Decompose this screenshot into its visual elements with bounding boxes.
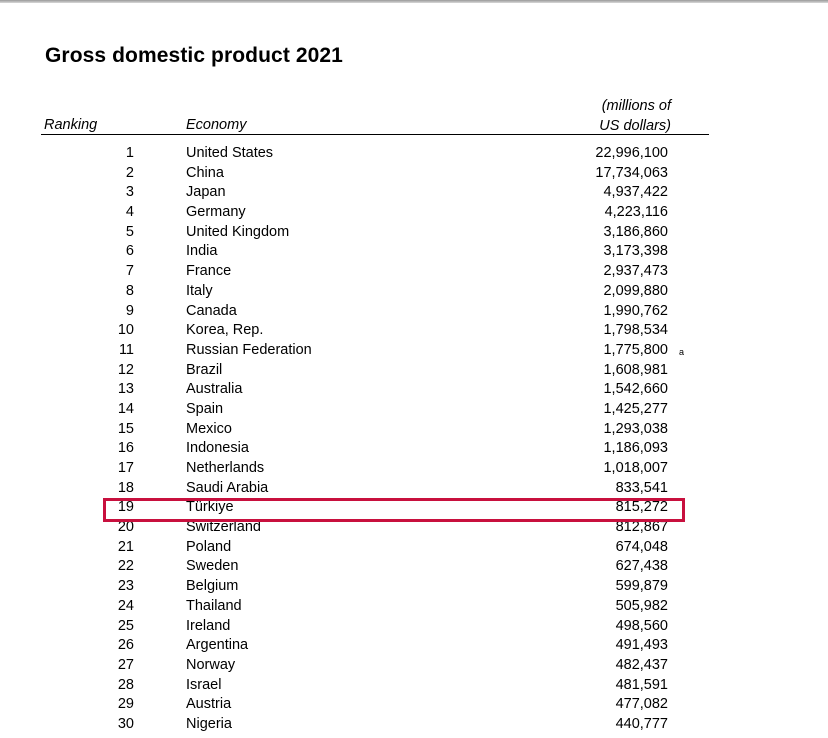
highlight-box [103,498,685,522]
gdp-value-cell: 1,425,277 [603,400,668,417]
economy-cell: Israel [186,676,222,693]
table-row [0,459,828,479]
economy-cell: India [186,243,218,260]
table-row [0,597,828,617]
table-row [0,203,828,223]
economy-cell: Australia [186,381,243,398]
table-row [0,380,828,400]
economy-cell: Nigeria [186,715,232,732]
economy-cell: Brazil [186,361,223,378]
gdp-value-cell: 1,542,660 [603,381,668,398]
rank-cell: 22 [117,558,134,575]
footnote-marker: a [679,346,685,357]
economy-cell: Türkiye [186,499,234,516]
economy-cell: Indonesia [186,440,249,457]
rank-cell: 10 [117,322,134,339]
economy-cell: Thailand [186,597,242,614]
economy-cell: Spain [186,400,224,417]
rank-cell: 13 [117,381,134,398]
rank-cell: 16 [117,440,134,457]
table-row [0,538,828,558]
rank-cell: 9 [125,302,134,319]
gdp-value-cell: 812,867 [615,519,668,536]
gdp-value-cell: 482,437 [615,656,668,673]
rank-cell: 15 [117,420,134,437]
gdp-value-cell: 505,982 [615,597,668,614]
table-row [0,715,828,735]
gdp-value-cell: 1,775,800 [603,341,668,358]
rank-cell: 25 [117,617,134,634]
gdp-value-cell: 22,996,100 [595,145,668,161]
economy-cell: Sweden [186,558,239,575]
units-line-2: US dollars) [599,118,671,134]
table-row [0,321,828,341]
table-row [0,420,828,440]
rank-cell: 29 [117,696,134,713]
gdp-value-cell: 498,560 [615,617,668,634]
gdp-value-cell: 491,493 [615,637,668,654]
economy-cell: Austria [186,696,232,713]
economy-cell: Saudi Arabia [186,479,269,496]
economy-cell: Belgium [186,578,239,595]
gdp-value-cell: 4,937,422 [603,184,668,201]
gdp-value-cell: 1,798,534 [603,322,668,339]
gdp-value-cell: 1,608,981 [603,361,668,378]
page-title: Gross domestic product 2021 [45,44,343,67]
table-row [0,262,828,282]
gdp-value-cell: 3,173,398 [603,243,668,260]
rank-cell: 20 [117,519,134,536]
gdp-value-cell: 815,272 [615,499,668,516]
gdp-value-cell: 3,186,860 [603,223,668,240]
units-line-1: (millions of [601,98,671,114]
gdp-value-cell: 481,591 [615,676,668,693]
economy-cell: France [186,263,232,280]
rank-cell: 8 [125,282,134,299]
table-row [0,479,828,499]
table-row [0,636,828,656]
gdp-value-cell: 2,099,880 [603,282,668,299]
rank-cell: 30 [117,715,134,732]
rank-cell: 23 [117,578,134,595]
rank-cell: 26 [117,637,134,654]
economy-cell: Switzerland [186,519,261,536]
economy-cell: Mexico [186,420,232,437]
gdp-value-cell: 1,990,762 [603,302,668,319]
table-row [0,695,828,715]
rank-cell: 4 [125,204,134,221]
gdp-table-body [0,144,828,735]
ranking-column-header: Ranking [44,117,98,133]
gdp-value-cell: 4,223,116 [604,204,668,221]
table-row [0,282,828,302]
economy-column-header: Economy [186,117,247,133]
rank-cell: 28 [117,676,134,693]
gdp-value-cell: 17,734,063 [595,164,668,181]
rank-cell: 18 [117,479,134,496]
economy-cell: Netherlands [186,460,265,476]
economy-cell: Argentina [186,637,249,654]
rank-cell: 12 [117,361,134,378]
rank-cell: 27 [117,656,134,673]
gdp-value-cell: 440,777 [615,715,668,732]
table-row [0,439,828,459]
gdp-value-cell: 477,082 [615,696,668,713]
table-row [0,302,828,322]
rank-cell: 17 [117,460,134,476]
table-row [0,617,828,637]
table-row [0,164,828,184]
table-row [0,242,828,262]
table-row [0,183,828,203]
table-row [0,656,828,676]
rank-cell: 24 [117,597,134,614]
economy-cell: Poland [186,538,232,555]
gdp-value-cell: 2,937,473 [603,263,668,280]
rank-cell: 21 [117,538,134,555]
economy-cell: United Kingdom [186,223,290,240]
top-border [0,0,828,3]
rank-cell: 14 [117,400,134,417]
economy-cell: United States [186,145,274,161]
gdp-value-cell: 1,293,038 [603,420,668,437]
gdp-value-cell: 1,186,093 [603,440,668,457]
economy-cell: Norway [186,656,236,673]
economy-cell: Canada [186,302,237,319]
gdp-value-cell: 833,541 [615,479,668,496]
rank-cell: 2 [125,164,134,181]
value-column-header [599,96,671,136]
rank-cell: 5 [125,223,134,240]
table-row [0,144,828,164]
economy-cell: Russian Federation [186,341,312,358]
table-row [0,361,828,381]
rank-cell: 3 [125,184,134,201]
header-rule [41,134,709,135]
economy-cell: Italy [186,282,213,299]
economy-cell: Japan [186,184,226,201]
economy-cell: Ireland [186,617,231,634]
rank-cell: 19 [117,499,134,516]
gdp-value-cell: 1,018,007 [603,460,668,476]
economy-cell: Germany [186,204,246,221]
rank-cell: 1 [125,145,134,161]
rank-cell: 6 [125,243,134,260]
table-row [0,400,828,420]
table-row [0,676,828,696]
table-row [0,341,828,361]
rank-cell: 11 [118,341,134,358]
table-row [0,557,828,577]
economy-cell: China [186,164,224,181]
gdp-value-cell: 627,438 [615,558,668,575]
gdp-value-cell: 599,879 [615,578,668,595]
table-row [0,577,828,597]
economy-cell: Korea, Rep. [186,322,264,339]
gdp-value-cell: 674,048 [615,538,668,555]
rank-cell: 7 [125,263,134,280]
table-row [0,223,828,243]
